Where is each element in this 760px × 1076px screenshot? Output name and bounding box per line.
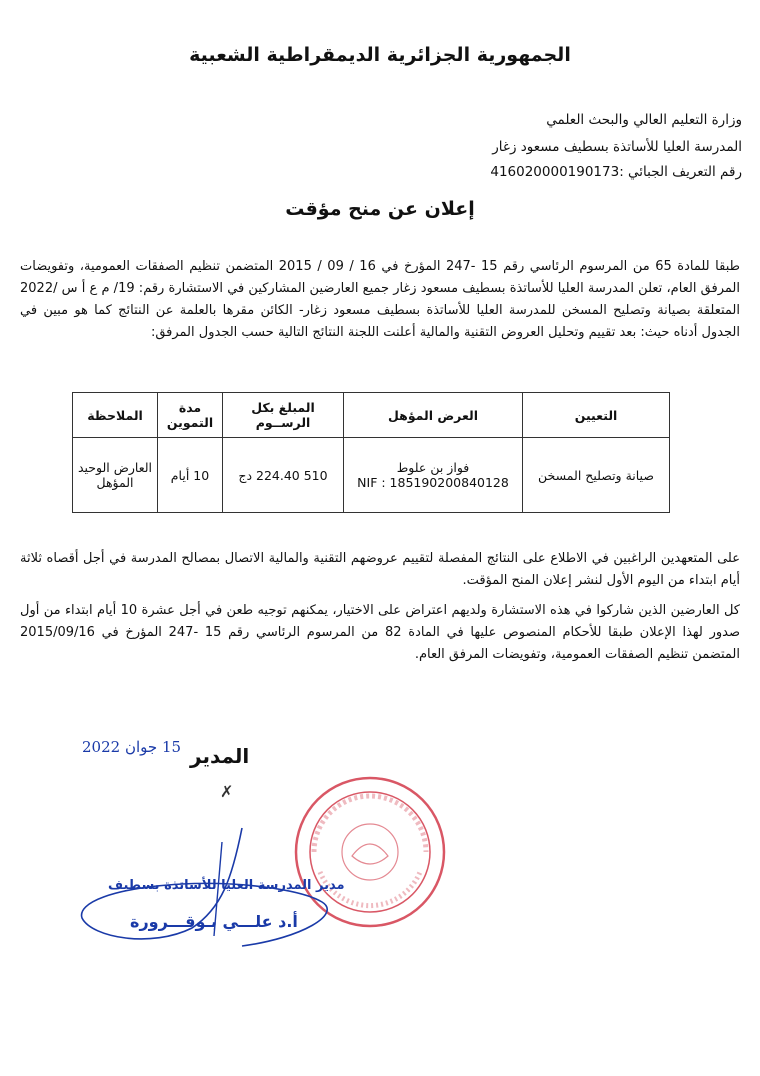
bidder-nif: NIF : 185190200840128 xyxy=(357,475,509,490)
date-stamp: 15 جوان 2022 xyxy=(82,738,182,756)
consult-paragraph: على المتعهدين الراغبين في الاطلاع على النتائج المفصلة لتقييم عروضهم التقنية والمالية الاتصال بمصالح المدرسة في أجل أقصاه ثلاثة أيام ابتداء من اليوم الأول لنشر إعلان المنح المؤقت. xyxy=(20,551,740,588)
col-bidder-header: العرض المؤهل xyxy=(344,393,523,438)
ministry-line: وزارة التعليم العالي والبحث العلمي xyxy=(546,112,742,128)
appeal-paragraph: كل العارضين الذين شاركوا في هذه الاستشارة ولديهم اعتراض على الاختيار، يمكنهم توجيه طعن في أجل عشرة 10 أيام ابتداء من أول صدور لهذا الإعلان طبقا للأحكام المنصوص عليها في المادة 82 من المرسوم الرئاسي رقم 15 -247 المؤرخ في 2015/09/16 المتضمن تنظيم الصفقات العمومية، وتفويضات المرفق العام. xyxy=(20,603,741,662)
col-designation-header: التعيين xyxy=(523,393,670,438)
signature-icon xyxy=(72,818,372,978)
director-title: مدير المدرسة العليا للأساتذة بسطيف xyxy=(108,878,345,893)
col-amount-header: المبلغ بكل الرســوم xyxy=(223,393,344,438)
announcement-title: إعلان عن منح مؤقت xyxy=(285,198,475,220)
cell-designation: صيانة وتصليح المسخن xyxy=(523,438,670,513)
republic-heading: الجمهورية الجزائرية الديمقراطية الشعبية xyxy=(189,44,571,66)
school-line: المدرسة العليا للأساتذة بسطيف مسعود زغار xyxy=(492,139,742,155)
director-label: المدير xyxy=(190,744,250,768)
cell-bidder xyxy=(344,438,523,513)
col-duration-header: مدة التموين xyxy=(158,393,223,438)
cell-note: العارض الوحيد المؤهل xyxy=(73,438,158,513)
results-table xyxy=(72,392,670,513)
table-row xyxy=(73,438,670,513)
director-name: أ.د علـــي بـوقـــرورة xyxy=(130,912,298,931)
intro-paragraph: طبقا للمادة 65 من المرسوم الرئاسي رقم 15 -247 المؤرخ في 16 / 09 / 2015 المتضمن تنظيم الصفقات العمومية، وتفويضات المرفق العام، تعلن المدرسة العليا للأساتذة بسطيف مسعود زغار جميع العارضين المشاركين في الاستشارة رقم: 19/ م ع أ س /2022 المتعلقة بصيانة وتصليح المسخن للمدرسة العليا للأساتذة بسطيف مسعود زغار- الكائن مقرها بالعلمة عن النتائج كما هو مبين في الجدول أدناه حيث: بعد تقييم وتحليل العروض التقنية والمالية أعلنت اللجنة النتائج التالية حسب الجدول المرفق: xyxy=(20,259,740,340)
cell-duration: 10 أيام xyxy=(158,438,223,513)
col-note-header: الملاحظة xyxy=(73,393,158,438)
tax-id-line: رقم التعريف الجبائي :416020000190173 xyxy=(490,164,742,180)
table-header-row xyxy=(73,393,670,438)
bidder-name: فواز بن علوط xyxy=(396,460,470,475)
cell-amount: 510 224.40 دج xyxy=(223,438,344,513)
check-mark-icon: ✗ xyxy=(220,782,234,801)
